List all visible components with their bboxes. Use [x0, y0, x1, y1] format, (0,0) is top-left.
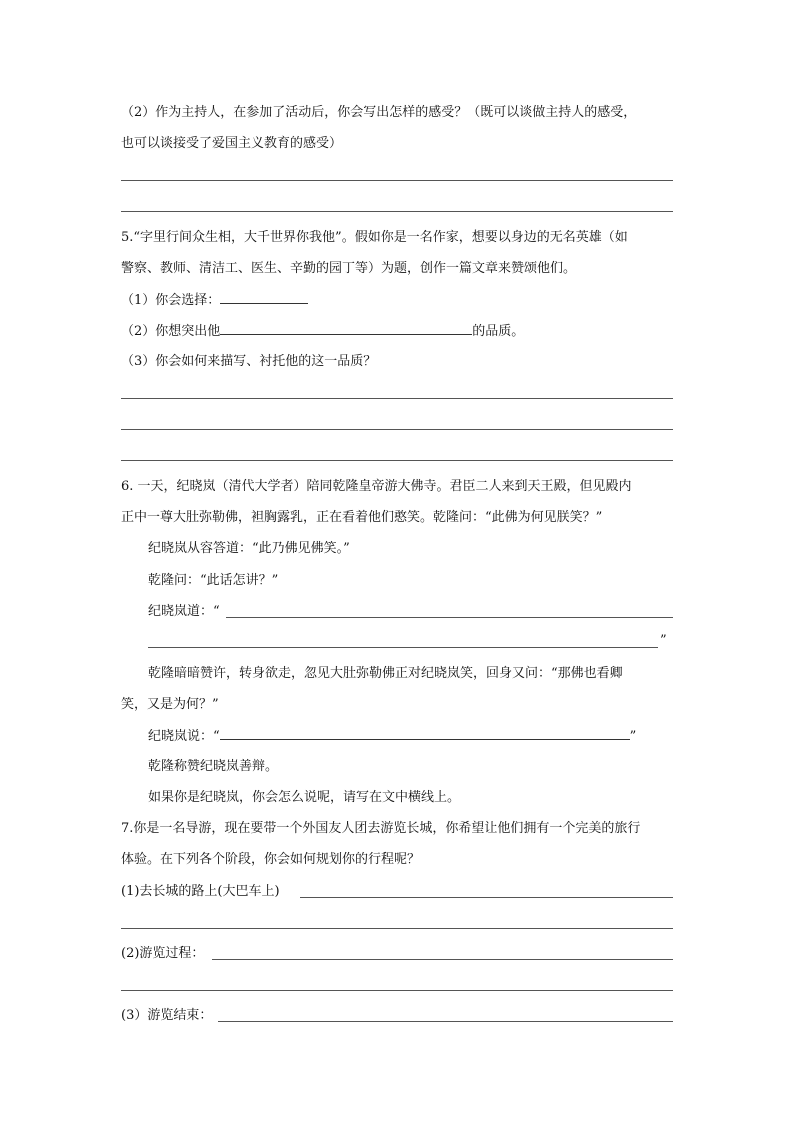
q6-line9-end: ” — [629, 729, 637, 744]
q6-line1: 6. 一天，纪晓岚（清代大学者）陪同乾隆皇帝游大佛寺。君臣二人来到天王殿，但见殿内 — [121, 479, 632, 494]
q7-part3-label: (3）游览结束： — [121, 1008, 213, 1023]
q5-part3: （3）你会如何来描写、衬托他的这一品质？ — [121, 354, 377, 369]
q6-line10: 乾隆称赞纪晓岚善辩。 — [148, 759, 279, 774]
q6-line7: 乾隆暗暗赞许，转身欲走，忽见大肚弥勒佛正对纪晓岚笑，回身又问：“那佛也看卿 — [148, 666, 623, 681]
q6-line11: 如果你是纪晓岚，你会怎么说呢，请写在文中横线上。 — [148, 790, 461, 805]
q6-line8: 笑，又是为何？” — [121, 697, 219, 712]
answer-line[interactable] — [121, 211, 673, 212]
q6-line9-label: 纪晓岚说：“ — [148, 729, 220, 744]
q7-part2-label: (2)游览过程： — [121, 946, 205, 961]
q4-part2-line2: 也可以谈接受了爱国主义教育的感受） — [121, 136, 343, 151]
q5-part2 — [121, 322, 524, 341]
q6-line6-end: ” — [660, 633, 667, 648]
blank-stage-2[interactable] — [212, 959, 673, 960]
blank-reply-2[interactable] — [220, 727, 630, 740]
blank-stage-1[interactable] — [300, 897, 673, 898]
q5-part1-label: （1）你会选择： — [121, 293, 221, 308]
q6-line2: 正中一尊大肚弥勒佛，袒胸露乳，正在看着他们憨笑。乾隆问：“此佛为何见朕笑？” — [121, 510, 603, 525]
blank-choice[interactable] — [220, 291, 308, 304]
answer-line[interactable] — [121, 429, 673, 430]
q5-line1: 5.“字里行间众生相，大千世界你我他”。假如你是一名作家，想要以身边的无名英雄（如 — [121, 230, 628, 245]
q5-part1 — [121, 291, 308, 310]
answer-line[interactable] — [121, 928, 673, 929]
answer-line[interactable] — [121, 990, 673, 991]
blank-reply-1-cont[interactable] — [148, 647, 658, 648]
q6-line5-label: 纪晓岚道：“ — [148, 604, 220, 619]
blank-reply-1[interactable] — [226, 617, 673, 618]
q4-part2-line1: （2）作为主持人，在参加了活动后，你会写出怎样的感受？（既可以谈做主持人的感受， — [121, 105, 637, 120]
q6-line3: 纪晓岚从容答道：“此乃佛见佛笑。” — [148, 541, 350, 556]
blank-stage-3[interactable] — [218, 1021, 673, 1022]
q6-line4: 乾隆问：“此话怎讲？” — [148, 573, 279, 588]
answer-line[interactable] — [121, 180, 673, 181]
q7-line2: 体验。在下列各个阶段，你会如何规划你的行程呢？ — [121, 852, 421, 867]
q7-line1: 7.你是一名导游，现在要带一个外国友人团去游览长城，你希望让他们拥有一个完美的旅行 — [121, 821, 641, 836]
q5-line2: 警察、教师、清洁工、医生、辛勤的园丁等）为题，创作一篇文章来赞颂他们。 — [121, 261, 577, 276]
q7-part1-label: (1)去长城的路上(大巴车上) — [121, 884, 280, 899]
q5-part2-suffix: 的品质。 — [472, 324, 525, 339]
q6-line9 — [148, 727, 636, 746]
q5-part2-label: （2）你想突出他 — [121, 324, 221, 339]
answer-line[interactable] — [121, 398, 673, 399]
blank-quality[interactable] — [220, 322, 472, 335]
answer-line[interactable] — [121, 460, 673, 461]
